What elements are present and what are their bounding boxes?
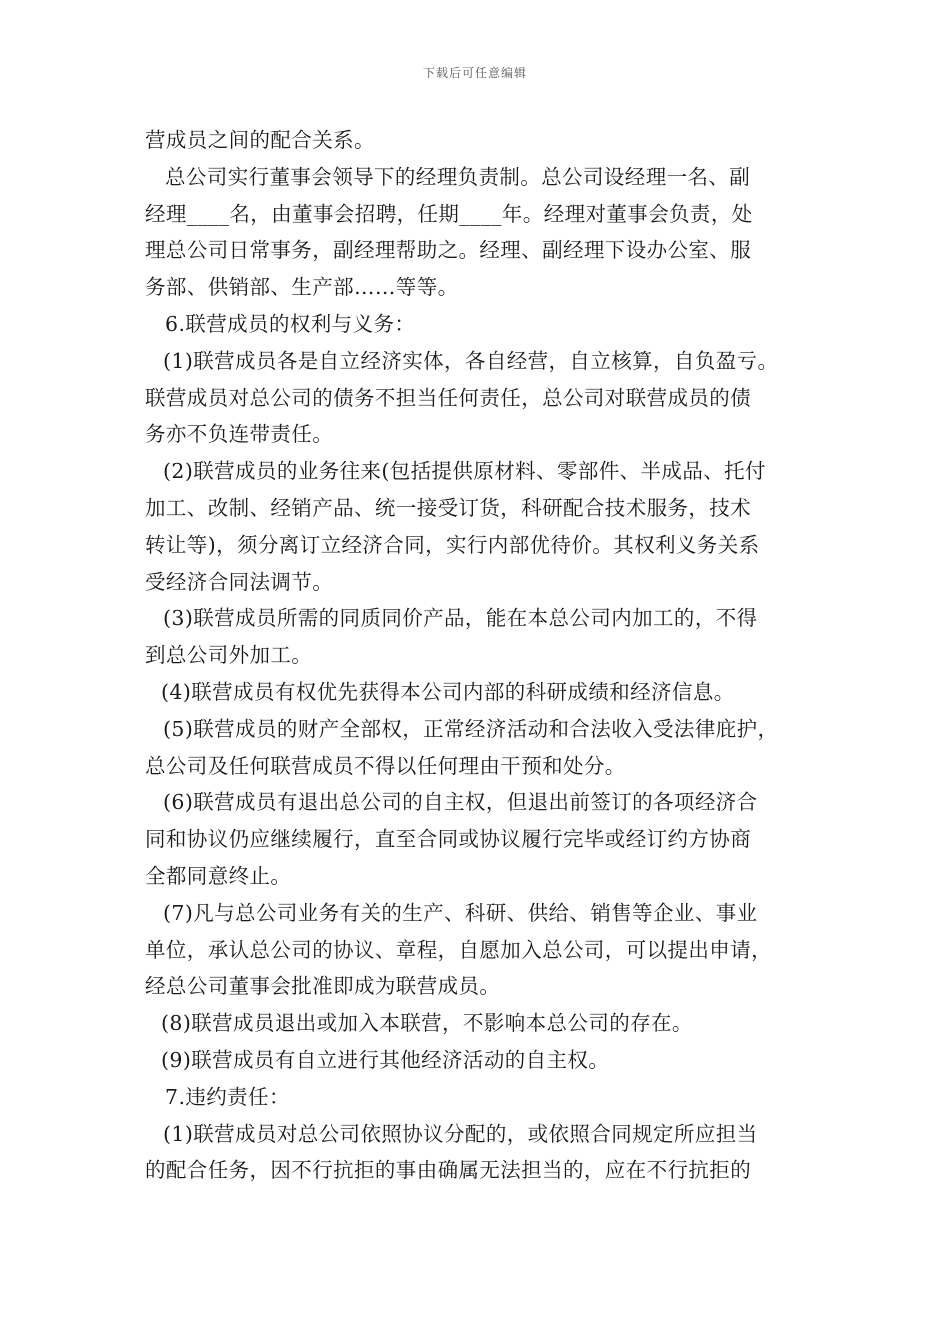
paragraph-line: (8)联营成员退出或加入本联营，不影响本总公司的存在。 [161, 1011, 693, 1036]
paragraph-line: (1)联营成员对总公司依照协议分配的，或依照合同规定所应担当 [163, 1121, 758, 1146]
document-body [145, 122, 835, 1189]
paragraph-line: 务亦不负连带责任。 [145, 422, 334, 447]
paragraph-line: 全都同意终止。 [145, 863, 292, 888]
paragraph-line: 营成员之间的配合关系。 [145, 128, 375, 152]
paragraph-line: (3)联营成员所需的同质同价产品，能在本总公司内加工的，不得 [163, 606, 758, 631]
paragraph-line: 受经济合同法调节。 [145, 569, 334, 594]
paragraph-line: 总公司及任何联营成员不得以任何理由干预和处分。 [145, 753, 626, 778]
paragraph-line: 同和协议仍应继续履行，直至合同或协议履行完毕或经订约方协商 [145, 827, 752, 852]
paragraph-line: (1)联营成员各是自立经济实体，各自经营，自立核算，自负盈亏。 [163, 348, 779, 373]
paragraph-line: 务部、供销部、生产部……等等。 [145, 275, 459, 300]
paragraph-line: (7)凡与总公司业务有关的生产、科研、供给、销售等企业、事业 [163, 900, 758, 925]
paragraph-line: 的配合任务，因不行抗拒的事由确属无法担当的，应在不行抗拒的 [145, 1158, 752, 1183]
paragraph-line: 到总公司外加工。 [145, 643, 313, 668]
paragraph-line: 单位，承认总公司的协议、章程，自愿加入总公司，可以提出申请， [145, 937, 772, 962]
paragraph-line: 联营成员对总公司的债务不担当任何责任，总公司对联营成员的债 [145, 385, 752, 410]
section-heading: 7.违约责任： [165, 1084, 290, 1109]
paragraph-line: 经总公司董事会批准即成为联营成员。 [145, 974, 501, 999]
section-heading: 6.联营成员的权利与义务： [165, 311, 416, 336]
paragraph-line: (5)联营成员的财产全部权，正常经济活动和合法收入受法律庇护， [163, 716, 779, 741]
paragraph-line: (4)联营成员有权优先获得本公司内部的科研成绩和经济信息。 [161, 679, 735, 704]
paragraph-line: (2)联营成员的业务往来(包括提供原材料、零部件、半成品、托付 [163, 459, 766, 484]
page-header: 下载后可任意编辑 [422, 66, 527, 80]
paragraph-line: 经理____名，由董事会招聘，任期____年。经理对董事会负责，处 [145, 201, 753, 226]
paragraph-line: (6)联营成员有退出总公司的自主权，但退出前签订的各项经济合 [163, 790, 758, 815]
paragraph-line: (9)联营成员有自立进行其他经济活动的自主权。 [161, 1047, 610, 1072]
paragraph-line: 理总公司日常事务，副经理帮助之。经理、副经理下设办公室、服 [145, 238, 752, 263]
paragraph-line: 转让等)，须分离订立经济合同，实行内部优待价。其权利义务关系 [145, 532, 760, 557]
paragraph-line: 总公司实行董事会领导下的经理负责制。总公司设经理一名、副 [165, 164, 751, 189]
paragraph-line: 加工、改制、经销产品、统一接受订货，科研配合技术服务，技术 [145, 495, 752, 520]
